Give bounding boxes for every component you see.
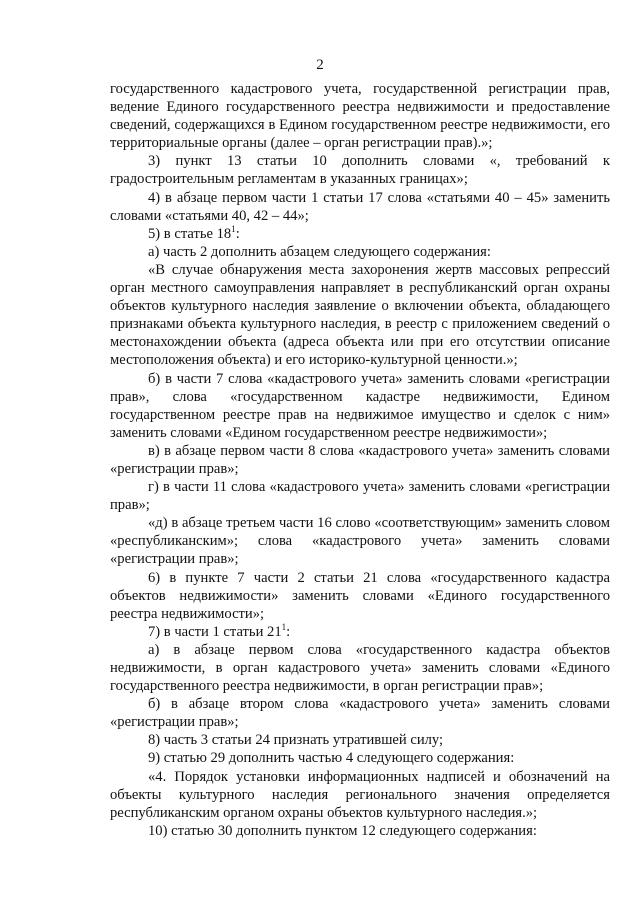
- paragraph-text: государственного кадастрового учета, государственной регистрации прав, ведение Единого государственного реестра недвижимости и предоставление сведений, содержащихся в Едином государственном реестре недвижимости, его территориальные органы (далее – орган регистрации прав).»;: [110, 81, 610, 152]
- paragraph-text: в) в абзаце первом части 8 слова «кадастрового учета» заменить словами «регистрации прав»;: [110, 442, 610, 477]
- superscript: 1: [231, 223, 236, 234]
- paragraph-text: а) в абзаце первом слова «государственного кадастра объектов недвижимости, в орган кадастрового учета» заменить словами «Единого государственного реестра недвижимости, в орган регистрации прав»;: [110, 641, 610, 695]
- paragraph-text: а) часть 2 дополнить абзацем следующего содержания:: [148, 243, 491, 260]
- paragraph: [110, 695, 610, 731]
- paragraph-text: 4) в абзаце первом части 1 статьи 17 слова «статьями 40 – 45» заменить словами «статьями 40, 42 – 44»;: [110, 189, 610, 224]
- paragraph-text: 9) статью 29 дополнить частью 4 следующего содержания:: [148, 750, 515, 767]
- paragraph: [110, 569, 610, 623]
- paragraph-text: 10) статью 30 дополнить пунктом 12 следующего содержания:: [148, 822, 537, 839]
- paragraph-text: «4. Порядок установки информационных надписей и обозначений на объекты культурного наследия регионального значения определяется республиканским органом охраны объектов культурного наследия.»;: [110, 768, 610, 821]
- paragraph: [110, 80, 610, 152]
- paragraph-text: 3) пункт 13 статьи 10 дополнить словами «, требований к градостроительным регламентам в указанных границах»;: [110, 153, 610, 188]
- paragraph-text: 8) часть 3 статьи 24 признать утратившей силу;: [148, 732, 444, 749]
- paragraph: [110, 768, 610, 822]
- paragraph: [110, 478, 610, 514]
- paragraph-tail: :: [286, 623, 291, 640]
- paragraph: [110, 243, 610, 261]
- paragraph: [110, 370, 610, 442]
- paragraph: [110, 822, 610, 840]
- paragraph-text: 7) в части 1 статьи 21: [148, 623, 282, 640]
- paragraph: [110, 189, 610, 225]
- paragraph: [110, 225, 610, 243]
- paragraph: [110, 514, 610, 568]
- paragraph: [110, 152, 610, 188]
- paragraph: [110, 261, 610, 370]
- paragraph-text: б) в абзаце втором слова «кадастрового учета» заменить словами «регистрации прав»;: [110, 696, 610, 731]
- paragraph-tail: :: [235, 225, 240, 242]
- paragraph-text: «В случае обнаружения места захоронения жертв массовых репрессий орган местного самоуправления направляет в республиканский орган охраны объектов культурного наследия заявление о включении объекта, обладающего признаками объекта культурного наследия, в реестр с приложением сведений о местонахождении объекта (адреса объекта или при его отсутствии описание местоположения объекта) и его историко-культурной ценности.»;: [110, 261, 610, 369]
- paragraph: [110, 731, 610, 749]
- paragraph: [110, 641, 610, 695]
- superscript: 1: [281, 621, 287, 632]
- page-number: 2: [316, 57, 324, 73]
- paragraph-text: «д) в абзаце третьем части 16 слово «соответствующим» заменить словом «республиканским»; слова «кадастрового учета» заменить словами «регистрации прав»;: [110, 515, 610, 568]
- paragraph: [110, 623, 610, 641]
- paragraph-text: б) в части 7 слова «кадастрового учета» заменить словами «регистрации прав», слова «государственном кадастре недвижимости, Едином государственном реестре прав на недвижимое имущество и сделок с ним» заменить словами «Едином государственном реестре недвижимости»;: [110, 370, 610, 441]
- paragraph-text: г) в части 11 слова «кадастрового учета» заменить словами «регистрации прав»;: [110, 479, 610, 514]
- paragraph: [110, 442, 610, 478]
- paragraph-text: 6) в пункте 7 части 2 статьи 21 слова «государственного кадастра объектов недвижимости» заменить словами «Единого государственного реестра недвижимости»;: [110, 569, 610, 622]
- document-body: [110, 80, 610, 840]
- paragraph-text: 5) в статье 18: [148, 225, 232, 242]
- paragraph: [110, 749, 610, 767]
